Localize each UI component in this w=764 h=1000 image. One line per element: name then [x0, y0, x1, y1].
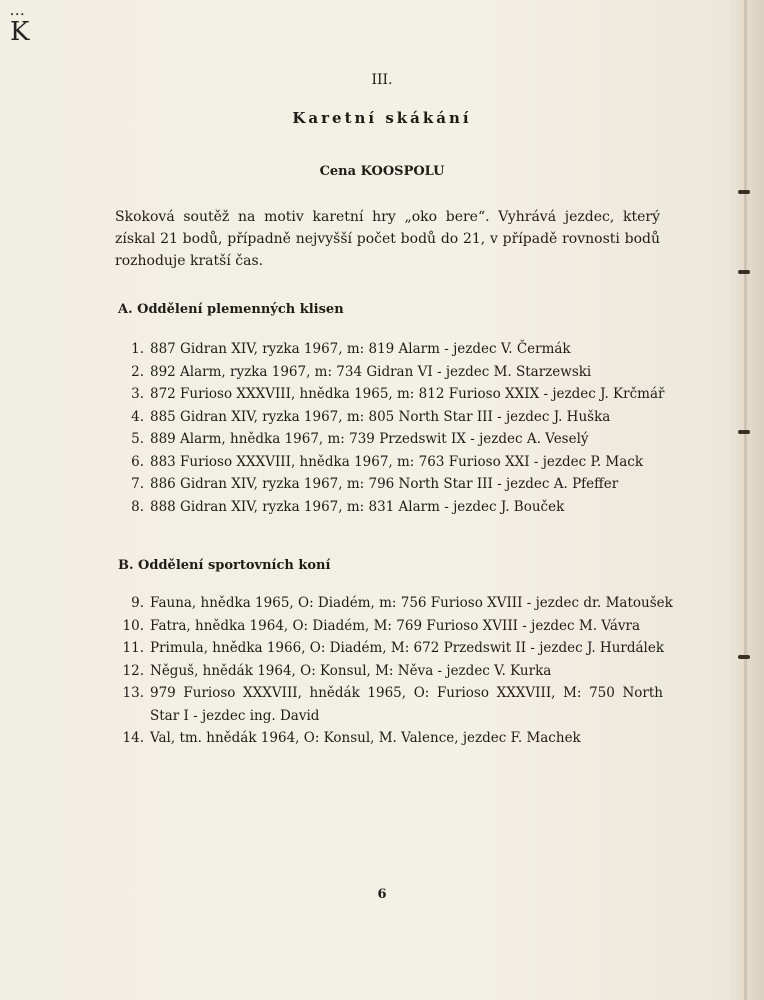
- item-number: 5.: [131, 431, 144, 447]
- list-item: [118, 727, 663, 750]
- item-number: 9.: [131, 595, 144, 611]
- list-item: [118, 338, 663, 361]
- staple-mark: [738, 270, 750, 274]
- section-b-list: [118, 592, 673, 750]
- page-subtitle: Cena KOOSPOLU: [319, 164, 445, 179]
- list-item: [118, 615, 663, 638]
- item-text: 979 Furioso XXXVIII, hnědák 1965, O: Furioso XXXVIII, M: 750 North Star I - jezdec ing. David: [150, 685, 663, 724]
- item-text: Něguš, hnědák 1964, O: Konsul, M: Něva - jezdec V. Kurka: [150, 662, 552, 679]
- item-text: Fatra, hnědka 1964, O: Diadém, M: 769 Furioso XVIII - jezdec M. Vávra: [150, 617, 640, 634]
- list-item: [118, 383, 663, 406]
- item-number: 4.: [131, 408, 144, 425]
- chapter-number: III.: [371, 72, 393, 88]
- intro-paragraph: Skoková soutěž na motiv karetní hry „oko bere“. Vyhrává jezdec, který získal 21 bodů, případně nejvyšší počet bodů do 21, v případě rovnosti bodů rozhoduje kratší čas.: [115, 209, 660, 269]
- page-spine: [744, 0, 747, 1000]
- logo-dots: •••: [10, 11, 26, 19]
- section-a-list: [118, 338, 663, 518]
- item-number: 14.: [122, 730, 144, 746]
- item-number: 1.: [131, 341, 144, 357]
- logo-letter: K: [10, 17, 30, 47]
- item-text: 892 Alarm, ryzka 1967, m: 734 Gidran VI - jezdec M. Starzewski: [150, 363, 592, 380]
- list-item: [118, 637, 663, 660]
- item-text: Val, tm. hnědák 1964, O: Konsul, M. Valence, jezdec F. Machek: [150, 730, 581, 746]
- list-item: [118, 428, 663, 451]
- item-number: 7.: [131, 476, 144, 492]
- staple-mark: [738, 430, 750, 434]
- item-number: 2.: [131, 363, 144, 380]
- list-item: [118, 592, 673, 615]
- item-number: 13.: [122, 685, 144, 701]
- item-number: 12.: [122, 662, 144, 679]
- list-item: [118, 361, 663, 384]
- item-number: 3.: [131, 386, 144, 402]
- publisher-logo: [10, 12, 36, 52]
- staple-mark: [738, 190, 750, 194]
- item-text: 889 Alarm, hnědka 1967, m: 739 Przedswit IX - jezdec A. Veselý: [150, 431, 589, 447]
- list-item: [118, 451, 663, 474]
- item-text: Fauna, hnědka 1965, O: Diadém, m: 756 Furioso XVIII - jezdec dr. Matoušek: [150, 595, 673, 611]
- list-item: [118, 682, 663, 727]
- item-text: 888 Gidran XIV, ryzka 1967, m: 831 Alarm - jezdec J. Bouček: [150, 498, 565, 515]
- list-item: [118, 406, 663, 429]
- item-text: 887 Gidran XIV, ryzka 1967, m: 819 Alarm - jezdec V. Čermák: [150, 341, 571, 357]
- item-text: 872 Furioso XXXVIII, hnědka 1965, m: 812 Furioso XXIX - jezdec J. Krčmář: [150, 386, 665, 402]
- item-text: Primula, hnědka 1966, O: Diadém, M: 672 Przedswit II - jezdec J. Hurdálek: [150, 640, 665, 656]
- item-text: 886 Gidran XIV, ryzka 1967, m: 796 North Star III - jezdec A. Pfeffer: [150, 476, 619, 492]
- section-a-title: A. Oddělení plemenných klisen: [118, 302, 344, 317]
- page-number: 6: [377, 887, 387, 902]
- section-b-title: B. Oddělení sportovních koní: [118, 558, 331, 573]
- list-item: [118, 660, 663, 683]
- item-number: 8.: [131, 498, 144, 515]
- item-number: 11.: [122, 640, 144, 656]
- list-item: [118, 496, 663, 519]
- item-text: 883 Furioso XXXVIII, hnědka 1967, m: 763 Furioso XXI - jezdec P. Mack: [150, 453, 644, 470]
- staple-mark: [738, 655, 750, 659]
- item-number: 6.: [131, 453, 144, 470]
- item-number: 10.: [122, 617, 144, 634]
- item-text: 885 Gidran XIV, ryzka 1967, m: 805 North Star III - jezdec J. Huška: [150, 408, 611, 425]
- list-item: [118, 473, 663, 496]
- page-title: Karetní skákání: [292, 109, 472, 127]
